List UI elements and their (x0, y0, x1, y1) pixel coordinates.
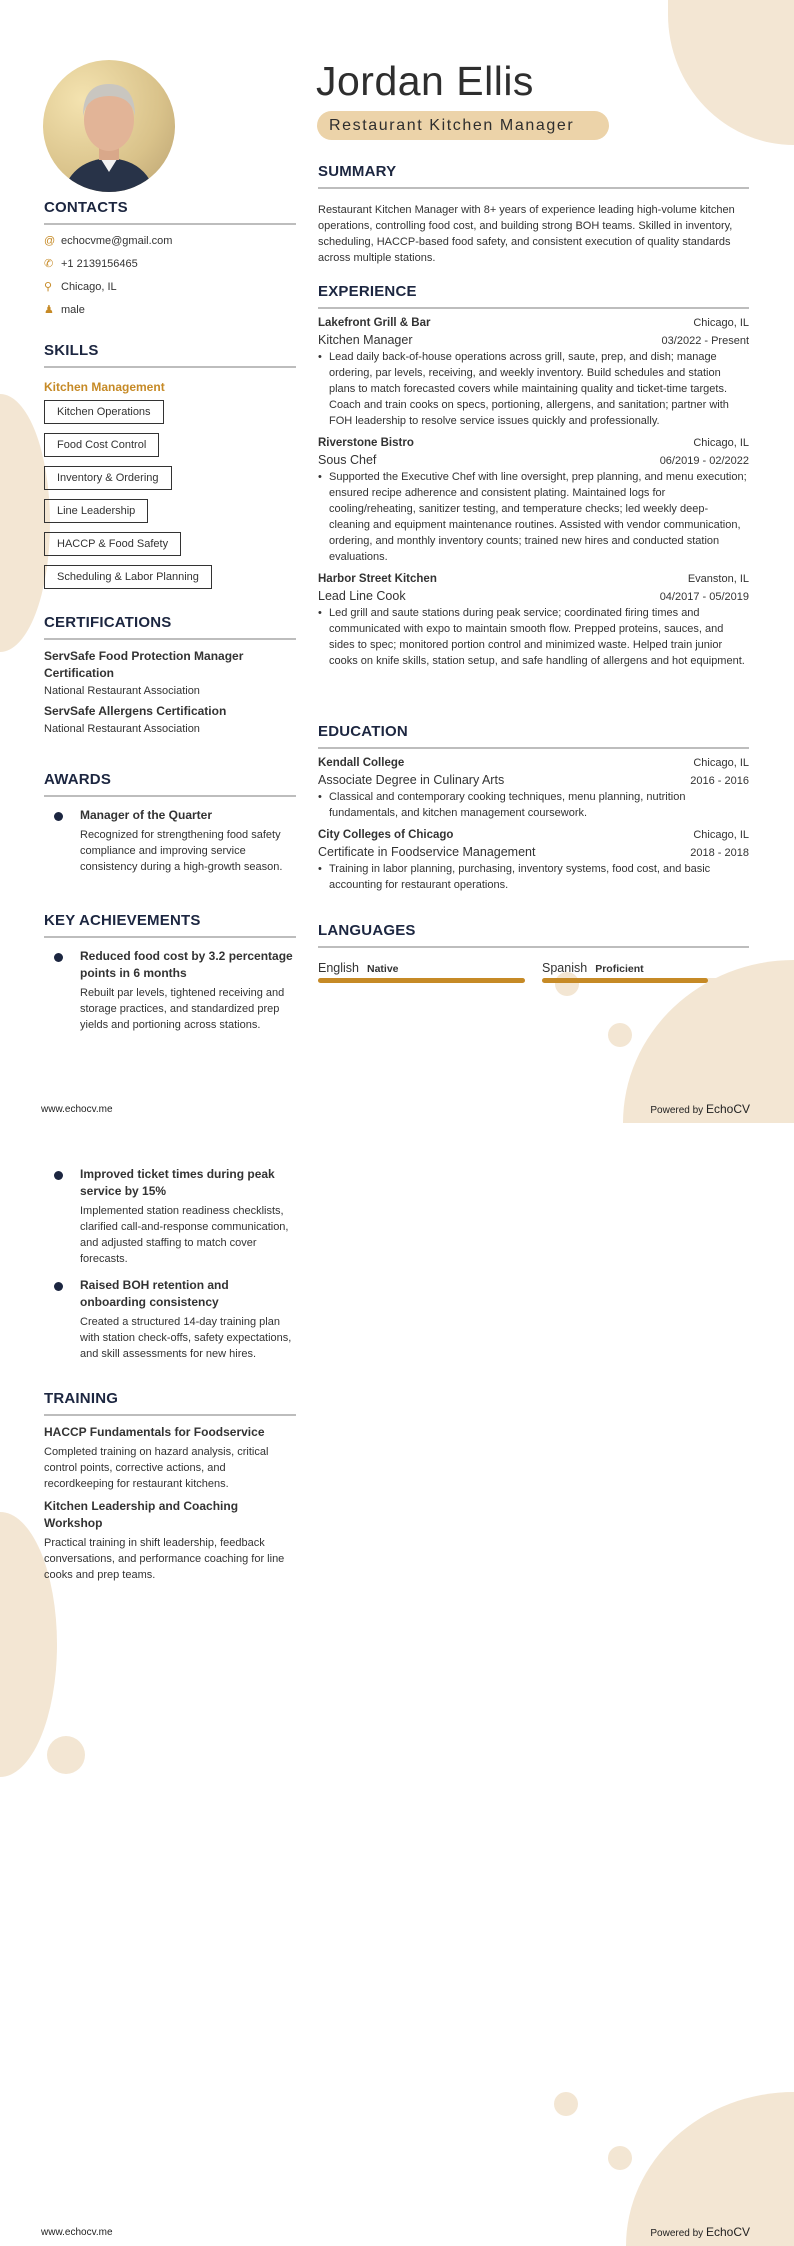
language-level: Native (367, 963, 399, 975)
degree: Certificate in Foodservice Management (318, 845, 536, 859)
experience-bullet (318, 469, 749, 565)
language-proficiency-bar (318, 978, 525, 983)
decor-blob (626, 2092, 794, 2246)
degree-row (318, 773, 749, 787)
bullet-icon: • (318, 863, 322, 875)
section-heading: SUMMARY (318, 163, 749, 189)
bullet-text: Lead daily back-of-house operations across grill, saute, prep, and dish; manage ordering, par levels, receiving, and weekly inventory. Build schedules and station plans to match forecasted covers while maintaining quality and ticket-time targets. Coach and train cooks on specs, portioning, allergens, and sanitation; partner with FOH leadership to resolve service issues quickly and professionally. (329, 351, 729, 427)
job-role: Sous Chef (318, 453, 377, 467)
section-heading: KEY ACHIEVEMENTS (44, 912, 296, 938)
language-item (318, 961, 525, 983)
skills-section (44, 342, 296, 589)
powered-label: Powered by (650, 1105, 704, 1116)
person-icon: ♟ (44, 304, 54, 316)
company-name: Riverstone Bistro (318, 437, 414, 449)
list-item (44, 948, 296, 1033)
brand-name: EchoCV (705, 1102, 750, 1116)
education-bullet (318, 789, 749, 821)
bullet-dot-icon (54, 1282, 63, 1291)
summary-section (318, 163, 749, 266)
language-proficiency-bar (542, 978, 749, 983)
list-item-title: Reduced food cost by 3.2 percentage points in 6 months (80, 949, 293, 980)
decor-circle (47, 1736, 85, 1774)
skill-row (44, 556, 296, 589)
job-location: Chicago, IL (693, 437, 749, 449)
training-description: Practical training in shift leadership, feedback conversations, and performance coaching for line cooks and prep teams. (44, 1537, 285, 1581)
footer-site-link[interactable]: www.echocv.me (41, 2227, 113, 2238)
list-item-content (80, 1166, 296, 1267)
training-item (44, 1424, 296, 1492)
school-location: Chicago, IL (693, 757, 749, 769)
language-bar-fill (318, 978, 525, 983)
school-location: Chicago, IL (693, 829, 749, 841)
decor-blob (668, 0, 794, 145)
job-title-pill: Restaurant Kitchen Manager (317, 111, 609, 140)
experience-item (318, 437, 749, 565)
certification-name: ServSafe Food Protection Manager Certification (44, 649, 244, 680)
bullet-dot-icon (54, 1171, 63, 1180)
education-bullet (318, 861, 749, 893)
education-item (318, 757, 749, 821)
language-name: English (318, 961, 359, 975)
candidate-name: Jordan Ellis (316, 58, 534, 104)
language-label-row (318, 961, 525, 975)
skill-tag: HACCP & Food Safety (44, 532, 181, 556)
skill-row (44, 523, 296, 556)
skill-row (44, 424, 296, 457)
contact-item (44, 233, 296, 248)
list-item (44, 1277, 296, 1362)
contacts-section (44, 199, 296, 317)
experience-header (318, 573, 749, 585)
job-dates: 06/2019 - 02/2022 (659, 455, 749, 467)
experience-item (318, 317, 749, 429)
list-item-title: Improved ticket times during peak service by 15% (80, 1167, 275, 1198)
decor-circle (554, 2092, 578, 2116)
education-section (318, 723, 749, 893)
bullet-dot-icon (54, 812, 63, 821)
certification-issuer: National Restaurant Association (44, 723, 200, 735)
list-item-content (80, 948, 296, 1033)
training-title: HACCP Fundamentals for Foodservice (44, 1425, 265, 1439)
list-item-description: Created a structured 14-day training plan with station check-offs, safety expectations, and skill assessments for new hires. (80, 1316, 292, 1360)
training-title: Kitchen Leadership and Coaching Workshop (44, 1499, 239, 1530)
list-item-title: Manager of the Quarter (80, 808, 213, 822)
language-item (542, 961, 749, 983)
education-item (318, 829, 749, 893)
achievements-section (44, 912, 296, 1033)
footer-powered (650, 2225, 750, 2239)
section-heading: CONTACTS (44, 199, 296, 225)
section-heading: CERTIFICATIONS (44, 614, 296, 640)
job-location: Evanston, IL (687, 573, 749, 585)
certification-item (44, 648, 296, 697)
language-name: Spanish (542, 961, 588, 975)
job-dates: 04/2017 - 05/2019 (659, 591, 749, 603)
powered-label: Powered by (650, 2228, 704, 2239)
list-item-content (80, 807, 296, 875)
contact-text: +1 2139156465 (61, 257, 138, 270)
certification-issuer: National Restaurant Association (44, 685, 200, 697)
list-item-content (80, 1277, 296, 1362)
list-item-title: Raised BOH retention and onboarding consistency (80, 1278, 229, 1309)
bullet-icon: • (318, 351, 322, 363)
bullet-text: Training in labor planning, purchasing, inventory systems, food cost, and basic accounting for restaurant operations. (329, 863, 711, 891)
education-header (318, 829, 749, 841)
experience-section (318, 283, 749, 669)
language-level: Proficient (595, 963, 644, 975)
summary-text: Restaurant Kitchen Manager with 8+ years of experience leading high-volume kitchen operations, controlling food cost, and building strong BOH teams. Skilled in inventory, scheduling, HACCP-based food safety, and consistent execution of quality standards across multiple stations. (318, 204, 735, 264)
contact-item (44, 256, 296, 271)
bullet-dot-icon (54, 953, 63, 962)
education-dates: 2018 - 2018 (690, 847, 749, 859)
list-item-description: Implemented station readiness checklists, clarified call-and-response communication, and adjusted staffing to match cover forecasts. (80, 1205, 289, 1265)
decor-circle (608, 1023, 632, 1047)
section-heading: AWARDS (44, 771, 296, 797)
skill-group-title: Kitchen Management (44, 380, 165, 394)
contact-text: Chicago, IL (61, 280, 117, 293)
experience-bullet (318, 349, 749, 429)
school-name: City Colleges of Chicago (318, 829, 454, 841)
language-label-row (542, 961, 749, 975)
company-name: Harbor Street Kitchen (318, 573, 437, 585)
skill-tag: Scheduling & Labor Planning (44, 565, 212, 589)
footer-powered (650, 1102, 750, 1116)
language-bar-fill (542, 978, 708, 983)
decor-blob (623, 960, 794, 1123)
list-item (44, 807, 296, 875)
person-photo-icon (43, 60, 175, 192)
email-icon: @ (44, 234, 56, 247)
degree-row (318, 845, 749, 859)
bullet-text: Led grill and saute stations during peak service; coordinated firing times and communicated with expo to maintain smooth flow. Prepped proteins, sauces, and sides to spec; monitored portion control and minimized waste. Helped train junior cooks on knife skills, station setup, and safe handling of allergens and hot equipment. (329, 607, 745, 667)
company-name: Lakefront Grill & Bar (318, 317, 431, 329)
role-row (318, 333, 749, 347)
role-row (318, 589, 749, 603)
job-dates: 03/2022 - Present (661, 335, 749, 347)
profile-photo (43, 60, 175, 192)
training-description: Completed training on hazard analysis, critical control points, corrective actions, and recordkeeping for restaurant kitchens. (44, 1446, 269, 1490)
role-row (318, 453, 749, 467)
section-heading: TRAINING (44, 1390, 296, 1416)
bullet-text: Supported the Executive Chef with line oversight, prep planning, and menu execution; ensured recipe adherence and consistent plating. Maintained logs for cooling/reheating, sanitizer testing, and temperature checks; led weekly deep-cleaning and equipment maintenance routines. Assisted with vendor communication, ordering, and monthly inventory counts; trained new hires and conducted station evaluations. (329, 471, 747, 563)
phone-icon: ✆ (44, 258, 54, 270)
job-role: Kitchen Manager (318, 333, 413, 347)
experience-item (318, 573, 749, 669)
education-header (318, 757, 749, 769)
school-name: Kendall College (318, 757, 405, 769)
certification-name: ServSafe Allergens Certification (44, 704, 227, 718)
bullet-text: Classical and contemporary cooking techniques, menu planning, nutrition fundamentals, and kitchen management coursework. (329, 791, 686, 819)
training-section (44, 1390, 296, 1583)
training-item (44, 1498, 296, 1583)
decor-circle (608, 2146, 632, 2170)
footer-site-link[interactable]: www.echocv.me (41, 1104, 113, 1115)
experience-bullet (318, 605, 749, 669)
achievements-continued (44, 1156, 296, 1362)
skill-row (44, 391, 296, 424)
bullet-icon: • (318, 471, 322, 483)
experience-header (318, 437, 749, 449)
job-location: Chicago, IL (693, 317, 749, 329)
certification-item (44, 703, 296, 735)
languages-section (318, 922, 749, 983)
skill-tag: Kitchen Operations (44, 400, 164, 424)
contact-text: male (61, 303, 85, 316)
bullet-icon: • (318, 791, 322, 803)
degree: Associate Degree in Culinary Arts (318, 773, 505, 787)
education-dates: 2016 - 2016 (690, 775, 749, 787)
section-heading: SKILLS (44, 342, 296, 368)
skill-row (44, 490, 296, 523)
decor-blob (0, 394, 50, 652)
contact-item (44, 302, 296, 317)
skill-tag: Inventory & Ordering (44, 466, 172, 490)
section-heading: EDUCATION (318, 723, 749, 749)
contact-item (44, 279, 296, 294)
job-role: Lead Line Cook (318, 589, 406, 603)
list-item (44, 1166, 296, 1267)
list-item-description: Rebuilt par levels, tightened receiving and storage practices, and standardized prep yields and portioning across stations. (80, 987, 285, 1031)
skill-tag: Line Leadership (44, 499, 148, 523)
brand-name: EchoCV (705, 2225, 750, 2239)
bullet-icon: • (318, 607, 322, 619)
awards-section (44, 771, 296, 875)
certifications-section (44, 614, 296, 735)
section-heading: LANGUAGES (318, 922, 749, 948)
skill-tag: Food Cost Control (44, 433, 159, 457)
experience-header (318, 317, 749, 329)
contact-text: echocvme@gmail.com (61, 234, 173, 247)
section-heading: EXPERIENCE (318, 283, 749, 309)
location-icon: ⚲ (44, 281, 53, 293)
list-item-description: Recognized for strengthening food safety compliance and improving service consistency during a high-growth season. (80, 829, 283, 873)
skill-row (44, 457, 296, 490)
